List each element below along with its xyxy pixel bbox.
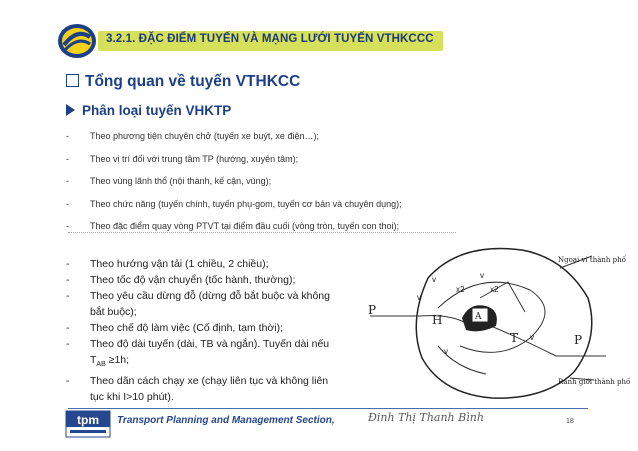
label-v: v <box>480 271 484 280</box>
list-item: - Theo chế độ làm việc (Cố định, tạm thời); <box>66 320 336 336</box>
route-network-diagram <box>360 238 631 410</box>
label-city-boundary: Ranh giới thành phố <box>558 378 631 386</box>
footer-divider <box>68 408 588 409</box>
divider <box>68 232 456 233</box>
label-outskirts: Ngoại vi thành phố <box>558 256 626 264</box>
list-item: - Theo tốc độ vận chuyển (tốc hành, thường); <box>66 272 336 288</box>
tpm-logo <box>66 411 110 437</box>
page-number: 18 <box>566 418 574 425</box>
list-item: - Theo vùng lãnh thổ (nội thành, kế cận, vùng); <box>66 175 536 198</box>
list-item: - Theo phương tiện chuyên chở (tuyến xe buýt, xe điện…); <box>66 130 536 153</box>
classification-list <box>66 130 536 243</box>
slide-title: 3.2.1. ĐẶC ĐIỂM TUYẾN VÀ MẠNG LƯỚI TUYẾN VTHKCCC <box>106 33 434 45</box>
label-v: v <box>432 275 436 284</box>
label-x2: x2 <box>456 285 465 294</box>
checkbox-bullet-icon <box>66 74 79 87</box>
label-T: T <box>510 331 519 345</box>
route-line <box>370 316 478 322</box>
label-x2: x2 <box>490 285 499 294</box>
label-A: A <box>475 312 482 322</box>
label-H: H <box>432 313 443 327</box>
criteria-list <box>66 256 336 405</box>
arrow-bullet-icon <box>66 104 75 116</box>
label-P-right: P <box>574 333 583 347</box>
university-logo <box>56 22 98 60</box>
label-v: v <box>530 333 534 342</box>
label-v: v <box>444 347 448 356</box>
svg-text:tpm: tpm <box>77 413 99 427</box>
list-item: - Theo dãn cách chạy xe (chạy liên tục và không liên tục khi I>10 phút). <box>66 373 336 405</box>
list-item: - Theo yêu cầu dừng đỗ (dừng đỗ bắt buộc và không bắt buộc); <box>66 288 336 320</box>
signature: Đinh Thị Thanh Bình <box>368 411 484 424</box>
list-item: - Theo độ dài tuyến (dài, TB và ngắn). Tuyến dài nếu $T_{AB} \ge 1h$; <box>66 336 336 373</box>
section-heading: Tổng quan về tuyến VTHKCC <box>66 73 300 91</box>
list-item: - Theo chức năng (tuyến chính, tuyến phụ-gom, tuyến cơ bản và chuyên dụng); <box>66 198 536 221</box>
list-item: - Theo đặc điểm quay vòng PTVT tại điểm đầu cuối (vòng tròn, tuyến con thoi); <box>66 220 536 243</box>
list-item: - Theo hướng vận tải (1 chiều, 2 chiều); <box>66 256 336 272</box>
label-v: v <box>417 293 421 302</box>
city-boundary <box>416 249 592 399</box>
subsection-heading: Phân loại tuyến VHKTP <box>66 103 231 118</box>
list-item: - Theo vị trí đối với trung tâm TP (hướng, xuyên tâm); <box>66 153 536 176</box>
label-P-left: P <box>368 303 377 317</box>
footer-section: Transport Planning and Management Section, <box>117 415 335 426</box>
